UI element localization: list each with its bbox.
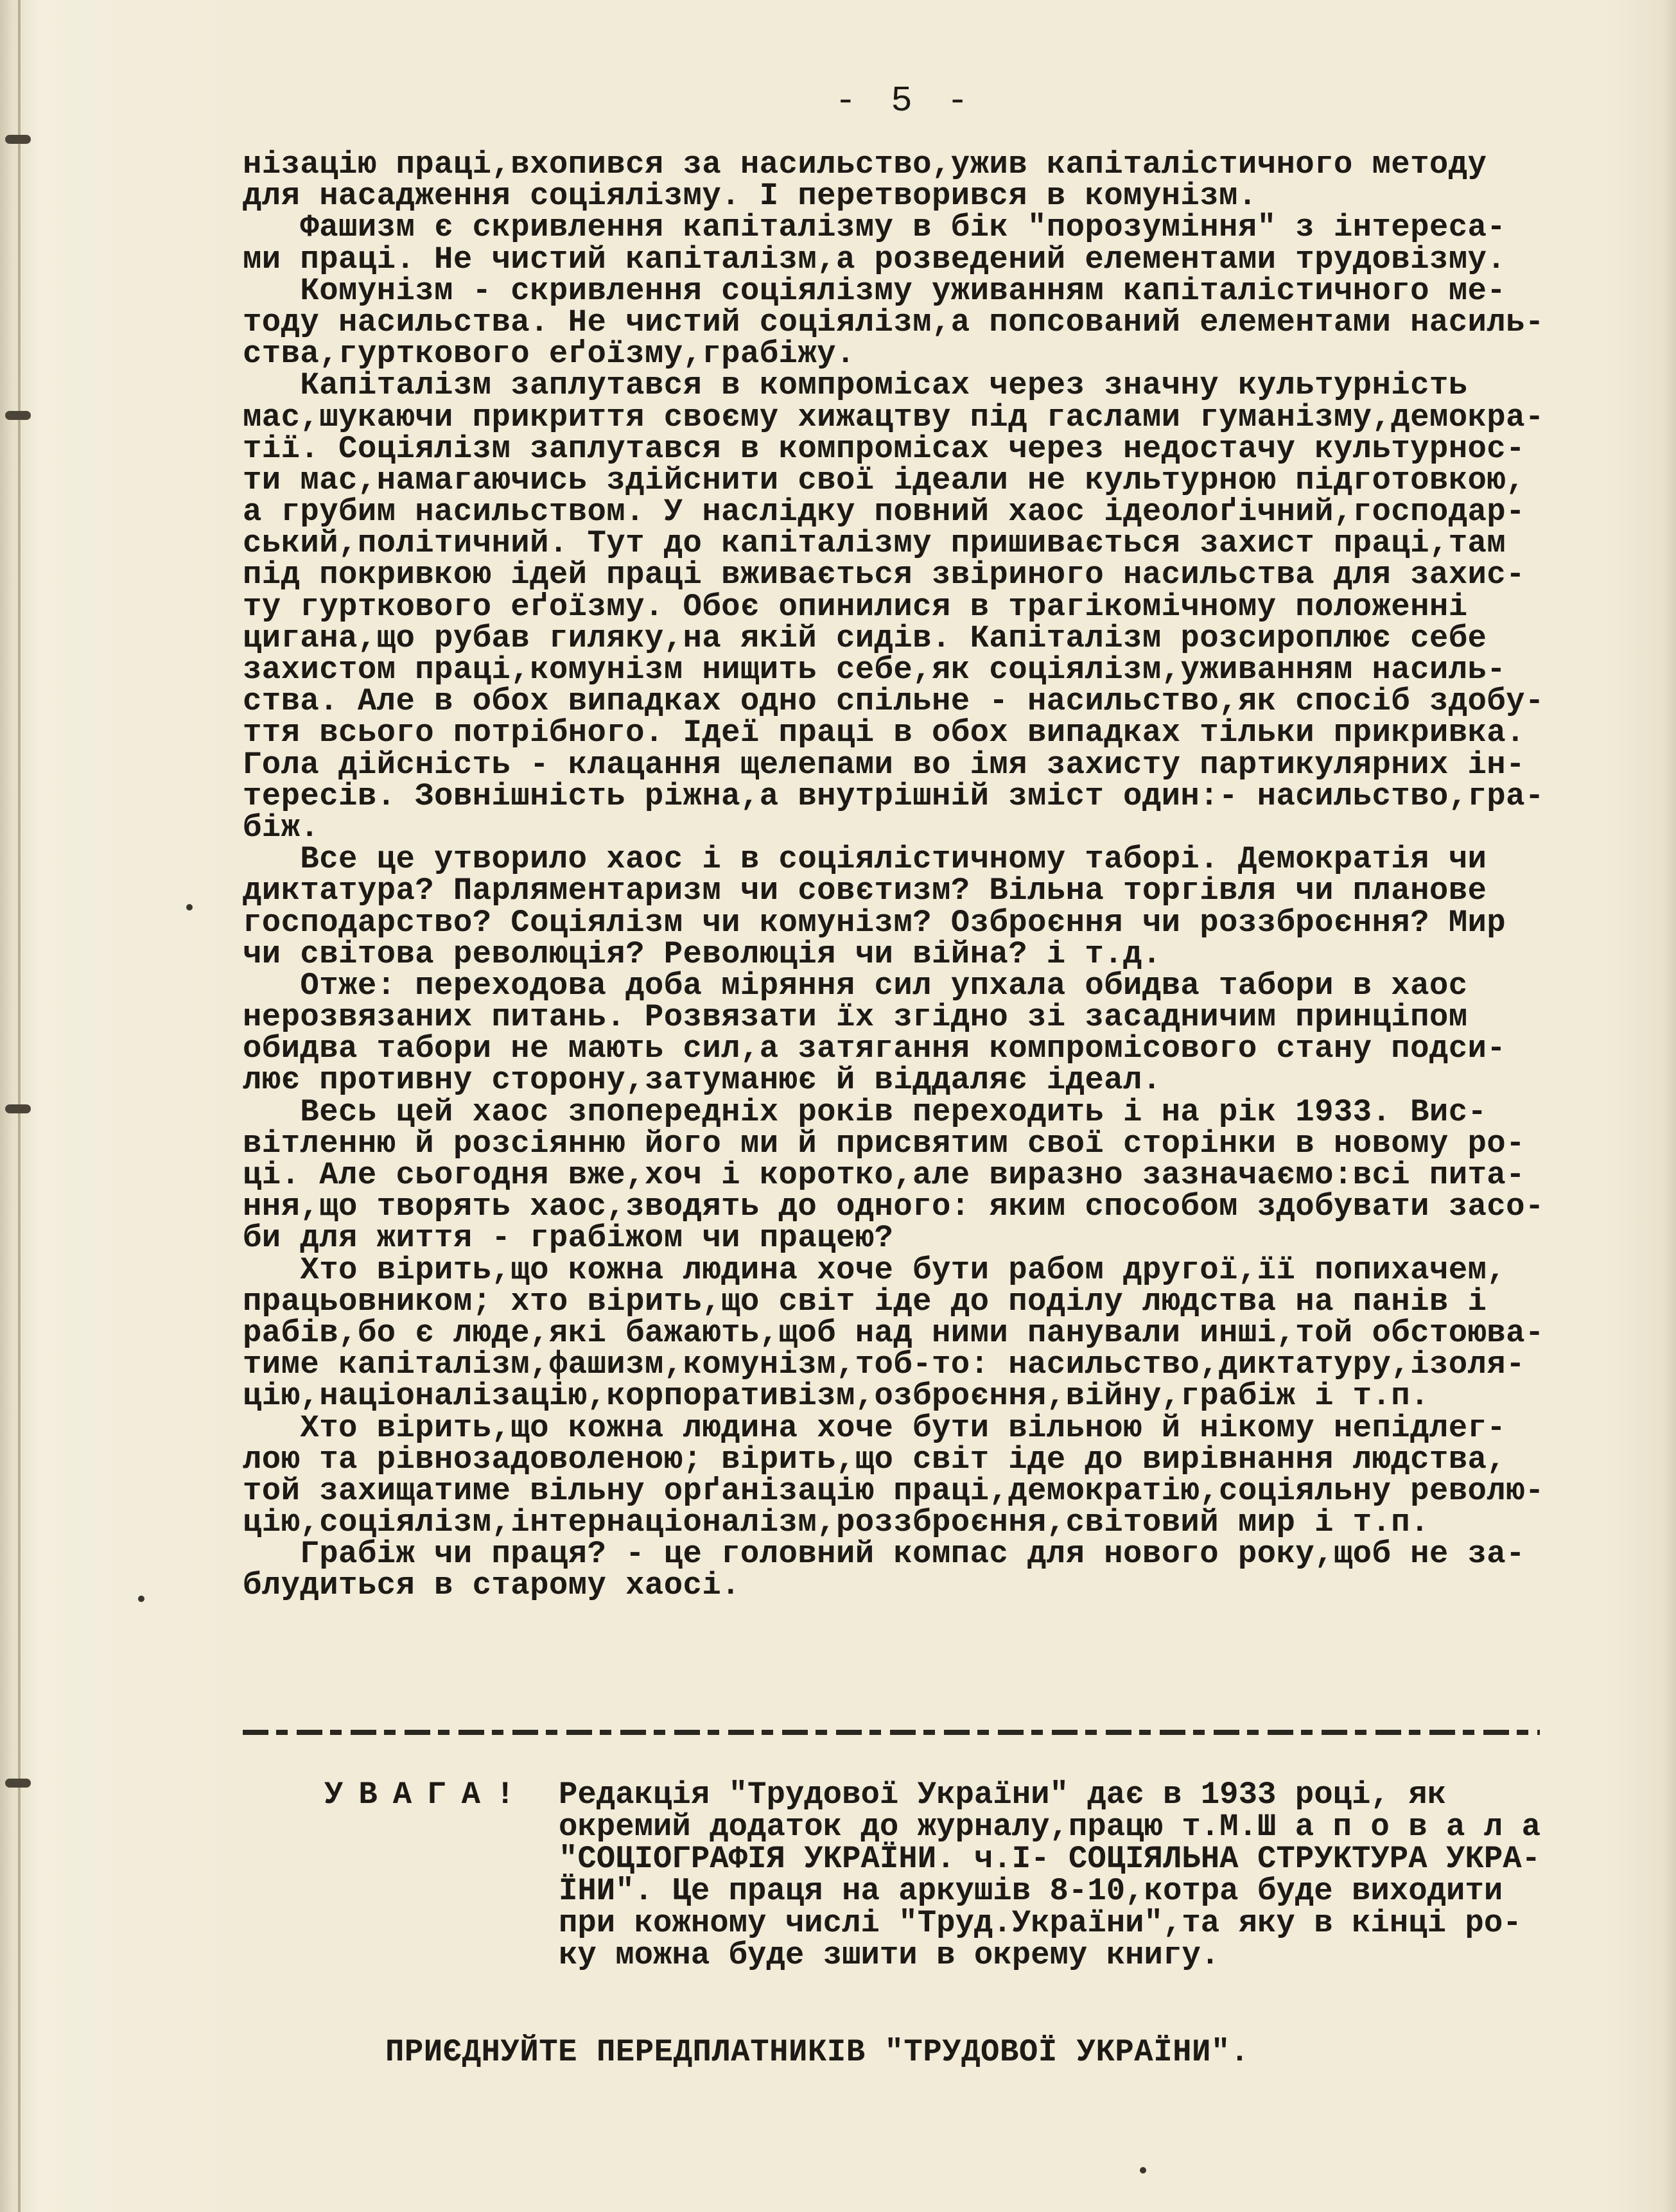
body-line: ти мас,намагаючись здійснити свої ідеали не культурною підготовкою,	[243, 462, 1525, 498]
body-line: блудиться в старому хаосі.	[243, 1567, 740, 1604]
notice-line: "СОЦІОГРАФІЯ УКРАЇНИ. ч.І- СОЦІЯЛЬНА СТРУКТУРА УКРА-	[559, 1841, 1541, 1877]
body-line: диктатура? Парляментаризм чи совєтизм? Вільна торгівля чи планове	[243, 873, 1487, 909]
body-line: мас,шукаючи прикриття своєму хижацтву під гаслами гуманізму,демокра-	[243, 399, 1544, 435]
body-line: Все це утворило хаос і в соціялістичному таборі. Демократія чи	[243, 841, 1487, 878]
body-line: а грубим насильством. У наслідку повний хаос ідеолоґічний,господар-	[243, 494, 1525, 530]
footer-appeal: ПРИЄДНУЙТЕ ПЕРЕДПЛАТНИКІВ "ТРУДОВОЇ УКРАЇНИ".	[385, 2034, 1250, 2070]
body-line: тоду насильства. Не чистий соціялізм,а попсований елементами насиль-	[243, 304, 1544, 340]
body-line: тії. Соціялізм заплутався в компромісах через недостачу культурнос-	[243, 430, 1525, 467]
body-line: лою та рівнозадоволеною; вірить,що світ іде до вирівнання людства,	[243, 1441, 1506, 1477]
binding-mark	[5, 135, 31, 144]
body-line: нерозвязаних питань. Розвязати їх згідно зі засадничим принціпом	[243, 999, 1468, 1036]
body-line: Комунізм - скривлення соціялізму уживанням капіталістичного ме-	[243, 272, 1506, 309]
body-line: Капіталізм заплутався в компромісах через значну культурність	[243, 367, 1468, 404]
notice-label: УВАГА!	[324, 1777, 530, 1813]
binding-mark	[5, 1104, 31, 1113]
body-line: під покривкою ідей праці вживається звіриного насильства для захис-	[243, 557, 1525, 593]
notice-block	[324, 1777, 1596, 1973]
body-line: рабів,бо є люде,які бажають,щоб над ними панували инші,той обстоюва-	[243, 1314, 1544, 1351]
body-line: той захищатиме вільну орґанізацію праці,демократію,соціяльну револю-	[243, 1472, 1544, 1509]
body-line: Весь цей хаос зпопередніх років переходить і на рік 1933. Вис-	[243, 1093, 1487, 1130]
body-line: тересів. Зовнішність ріжна,а внутрішній зміст один:- насильство,гра-	[243, 778, 1544, 814]
body-text	[243, 146, 1585, 1604]
body-line: ства,гурткового еґоїзму,грабіжу.	[243, 336, 855, 372]
body-line: Хто вірить,що кожна людина хоче бути рабом другої,її попихачем,	[243, 1251, 1506, 1288]
binding-mark	[5, 411, 31, 420]
body-line: цигана,що рубав гиляку,на якій сидів. Капіталізм розсироплює себе	[243, 620, 1487, 656]
paper-speck	[186, 904, 193, 910]
body-line: ства. Але в обох випадках одно спільне - насильство,як спосіб здобу-	[243, 683, 1544, 720]
paper-speck	[1140, 2167, 1146, 2173]
body-line: біж.	[243, 809, 320, 846]
notice-line: ку можна буде зшити в окрему книгу.	[559, 1937, 1220, 1973]
body-line: захистом праці,комунізм нищить себе,як соціялізм,уживанням насиль-	[243, 652, 1506, 688]
separator-rule	[243, 1730, 1540, 1735]
body-line: ння,що творять хаос,зводять до одного: яким способом здобувати засо-	[243, 1189, 1544, 1225]
body-line: чи світова революція? Революція чи війна? і т.д.	[243, 936, 1162, 972]
body-line: обидва табори не мають сил,а затягання компромісового стану подси-	[243, 1031, 1506, 1067]
body-line: ці. Але сьогодня вже,хоч і коротко,але виразно зазначаємо:всі пита-	[243, 1157, 1525, 1193]
body-line: би для життя - грабіжом чи працею?	[243, 1220, 894, 1257]
body-line: тиме капіталізм,фашизм,комунізм,тоб-то: насильство,диктатуру,ізоля-	[243, 1346, 1525, 1383]
body-line: ту гурткового еґоїзму. Обоє опинилися в трагікомічному положенні	[243, 588, 1468, 625]
paper-speck	[138, 1596, 144, 1602]
body-line: ття всього потрібного. Ідеї праці в обох випадках тільки прикривка.	[243, 715, 1525, 751]
notice-line: Редакція "Трудової України" дає в 1933 році, як	[559, 1777, 1447, 1813]
body-line: цію,соціялізм,інтернаціоналізм,роззброєння,світовий мир і т.п.	[243, 1504, 1429, 1541]
binding-mark	[5, 1779, 31, 1788]
notice-line: окремий додаток до журналу,працю т.М.Ш а п о в а л а	[559, 1809, 1541, 1845]
page-number: - 5 -	[835, 80, 975, 121]
body-line: лює противну сторону,затуманює й віддаляє ідеал.	[243, 1062, 1162, 1099]
body-line: цію,націоналізацію,корпоративізм,озброєння,війну,грабіж і т.п.	[243, 1378, 1429, 1415]
body-line: господарство? Соціялізм чи комунізм? Озброєння чи роззброєння? Мир	[243, 904, 1506, 941]
notice-line: при кожному числі "Труд.України",та яку в кінці ро-	[559, 1905, 1522, 1941]
body-line: Фашизм є скривлення капіталізму в бік "порозуміння" з інтереса-	[243, 209, 1506, 246]
body-line: працьовником; хто вірить,що світ іде до поділу людства на панів і	[243, 1283, 1487, 1319]
body-line: Гола дійсність - клацання щелепами во імя захисту партикулярних ін-	[243, 746, 1525, 783]
body-line: ми праці. Не чистий капіталізм,а розведений елементами трудовізму.	[243, 241, 1506, 277]
body-line: ський,політичний. Тут до капіталізму пришивається захист праці,там	[243, 525, 1506, 562]
body-line: Отже: переходова доба міряння сил упхала обидва табори в хаос	[243, 967, 1468, 1004]
body-line: нізацію праці,вхопився за насильство,ужив капіталістичного методу	[243, 146, 1487, 182]
body-line: вітленню й розсіянню його ми й присвятим свої сторінки в новому ро-	[243, 1125, 1525, 1162]
body-line: Грабіж чи праця? - це головний компас для нового року,щоб не за-	[243, 1536, 1525, 1572]
notice-body	[559, 1779, 1541, 1971]
body-line: Хто вірить,що кожна людина хоче бути вільною й нікому непідлег-	[243, 1409, 1506, 1446]
notice-line: ЇНИ". Це праця на аркушів 8-10,котра буде виходити	[559, 1873, 1503, 1909]
body-line: для насадження соціялізму. І перетворився в комунізм.	[243, 178, 1257, 214]
